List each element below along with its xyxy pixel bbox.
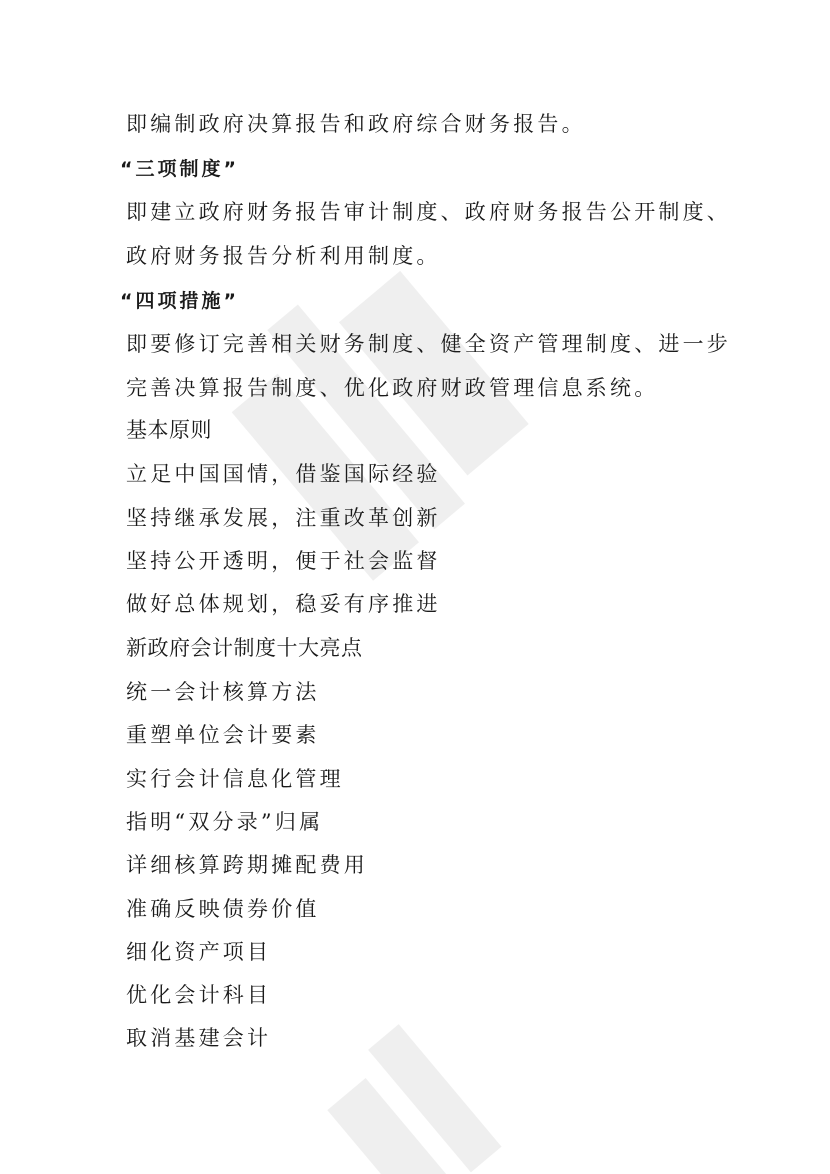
highlight-item: 准确反映债券价值 — [126, 897, 320, 921]
paragraph-line: 即编制政府决算报告和政府综合财务报告。 — [126, 112, 586, 136]
highlight-item: 指明“双分录”归属 — [126, 810, 324, 834]
section-heading-principles: 基本原则 — [126, 418, 212, 442]
paragraph-line: 政府财务报告分析利用制度。 — [126, 244, 441, 268]
highlight-item: 优化会计科目 — [126, 983, 272, 1007]
principle-item: 做好总体规划，稳妥有序推进 — [126, 592, 441, 616]
highlight-item: 详细核算跨期摊配费用 — [126, 853, 368, 877]
section-heading-highlights: 新政府会计制度十大亮点 — [126, 636, 363, 660]
paragraph-line: 即建立政府财务报告审计制度、政府财务报告公开制度、 — [126, 200, 731, 224]
principle-item: 坚持公开透明，便于社会监督 — [126, 549, 441, 573]
subheading-four-measures: “四项措施” — [120, 290, 239, 312]
subheading-three-systems: “三项制度” — [120, 158, 239, 180]
paragraph-line: 完善决算报告制度、优化政府财政管理信息系统。 — [126, 376, 659, 400]
highlight-item: 取消基建会计 — [126, 1026, 272, 1050]
highlight-item: 细化资产项目 — [126, 940, 272, 964]
highlight-item: 统一会计核算方法 — [126, 680, 320, 704]
principle-item: 立足中国国情，借鉴国际经验 — [126, 462, 441, 486]
principle-item: 坚持继承发展，注重改革创新 — [126, 506, 441, 530]
highlight-item: 重塑单位会计要素 — [126, 723, 320, 747]
highlight-item: 实行会计信息化管理 — [126, 767, 344, 791]
paragraph-line: 即要修订完善相关财务制度、健全资产管理制度、进一步 — [126, 332, 731, 356]
